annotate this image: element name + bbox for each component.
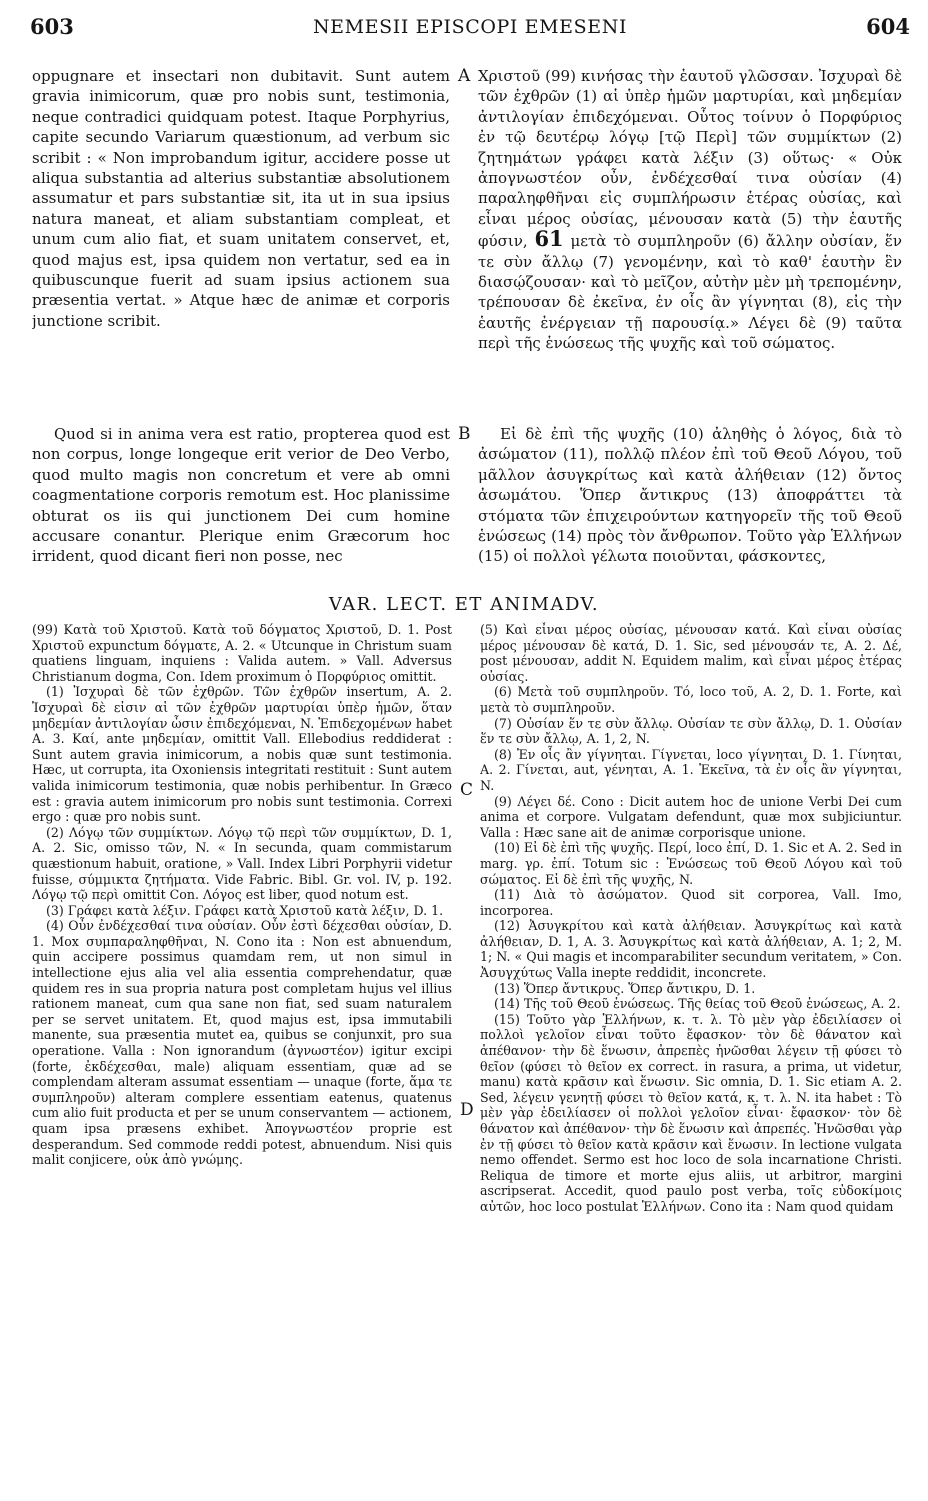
page-header — [30, 14, 910, 44]
latin-text-1: oppugnare et insectari non dubitavit. Sunt autem gravia inimicorum, quæ pro nobis sunt, testimonia, neque contradici quidquam potest. Itaque Porphyrius, capite secundo Variarum quæstionum, ad verbum sic scribit : « Non improbandum igitur, accidere posse ut aliqua substantia ad alterius substantiæ absolutionem assumatur et pars substantiæ sit, ita ut in sua ipsius natura maneat, et aliam substantiam compleat, et unum cum alio fiat, et suam unitatem conservet, et, quod majus est, ipsa quidem non vertatur, sed ea in quibuscunque fuerit ad suam ipsius actionem sua præsentia vertat. » Atque hæc de animæ et corporis junctione scribit. — [32, 67, 450, 330]
note-12: (12) Ἀσυγκρίτου καὶ κατὰ ἀλήθειαν. Ἀσυγκρίτως καὶ κατὰ ἀλήθειαν, D. 1, A. 3. Ἀσυγκρίτως καὶ κατὰ ἀλήθειαν, A. 1; 2, M. 1; N. « Qui magis et incomparabiliter secundum veritatem, » Con. Ἀσυγχύτως Valla inepte reddidit, inconcrete. — [480, 918, 902, 981]
notes-left-column — [32, 622, 452, 1168]
note-11: (11) Διὰ τὸ ἀσώματον. Quod sit corporea, Vall. Imo, incorporea. — [480, 887, 902, 918]
margin-marker-a: A — [458, 66, 471, 86]
page-number-right: 604 — [866, 14, 910, 39]
note-9: (9) Λέγει δέ. Cono : Dicit autem hoc de unione Verbi Dei cum anima et corpore. Vulgatam defendunt, quæ mox subjiciuntur. Valla : Hæc sane ait de animæ corporisque unione. — [480, 793, 902, 840]
notes-right-column — [480, 622, 902, 1215]
column-number-marker: 61 — [534, 226, 564, 252]
note-5: (5) Καὶ εἶναι μέρος οὐσίας, μένουσαν κατά. Καὶ εἶναι οὐσίας μέρος μένουσαν δὲ κατά, D. 1. Sic, sed μένουσάν τε, A. 2. Δέ, post μένουσαν, addit N. Equidem malim, καὶ εἶναι μέρος ἑτέρας οὐσίας. — [480, 622, 902, 684]
notes-heading: VAR. LECT. ET ANIMADV. — [328, 594, 600, 615]
greek-text-1 — [478, 66, 902, 354]
note-13: (13) Ὅπερ ἄντικρυς. Ὅπερ ἄντικρυ, D. 1. — [494, 980, 756, 996]
greek-paragraph-1 — [478, 66, 902, 354]
note-15: (15) Τοῦτο γὰρ Ἑλλήνων, κ. τ. λ. Τὸ μὲν γὰρ ἐδειλίασεν οἱ πολλοὶ γελοῖον εἶναι τοῦτο ἔφασκον· τὸν δὲ θάνατον καὶ ἀπέθανον· τὴν δὲ ἕνωσιν, ἀπρεπὲς ἠνῶσθαι λέγειν τῇ φύσει τὸ θεῖον (φύσει τὸ θεῖον ex correct. in rasura, a prima, ut videtur, manu) κατὰ κρᾶσιν καὶ ἕνωσιν. Sic omnia, D. 1. Sic etiam A. 2. Sed, λέγειν γενητῇ φύσει τὸ θεῖον κατά, κ. τ. λ. N. ita habet : Τὸ μὲν γὰρ ἐδειλίασεν οἱ πολλοὶ γελοῖον εἶναι· ἔφασκον· τὸν δὲ θάνατον καὶ ἀπέθανον· τὴν δὲ ἕνωσιν καὶ ἀπρεπές. Ἠνῶσθαι γὰρ ἐν τῇ φύσει τὸ θεῖον κατὰ κρᾶσιν καὶ ἕνωσιν. In lectione vulgata nemo offendet. Sermo est hoc loco de sola incarnatione Christi. Reliqua de timore et morte ejus aliis, ut arbitror, margini ascripserat. Accedit, quod paulo post verba, τοῖς εὐδοκίμοις αὐτῶν, hoc loco postulat Ἑλλήνων. Cono ita : Nam quod quidam — [480, 1011, 902, 1214]
note-99: (99) Κατὰ τοῦ Χριστοῦ. Κατὰ τοῦ δόγματος Χριστοῦ, D. 1. Post Χριστοῦ expunctum δόγματε, A. 2. « Utcunque in Christum suam quatiens linguam, inquiens : Valida autem. » Vall. Adversus Christianum dogma, Con. Idem proximum ὁ Πορφύριος omittit. — [32, 622, 452, 684]
greek-text-2: Εἰ δὲ ἐπὶ τῆς ψυχῆς (10) ἀληθὴς ὁ λόγος, διὰ τὸ ἀσώματον (11), πολλῷ πλέον ἐπὶ τοῦ Θεοῦ Λόγου, τοῦ μᾶλλον ἀσυγκρίτως καὶ κατὰ ἀλήθειαν (12) ὄντος ἀσωμάτου. Ὅπερ ἄντικρυς (13) ἀποφράττει τὰ στόματα τῶν ἐπιχειρούντων κατηγορεῖν τῆς τοῦ Θεοῦ ἑνώσεως (14) πρὸς τὸν ἄνθρωπον. Τοῦτο γὰρ Ἑλλήνων (15) οἱ πολλοὶ γέλωτα ποιοῦνται, φάσκοντες, — [478, 425, 902, 566]
greek-paragraph-2 — [478, 424, 902, 567]
latin-paragraph-1 — [32, 66, 450, 331]
note-4: (4) Οὖν ἐνδέχεσθαί τινα οὐσίαν. Οὖν ἐστὶ δέχεσθαι οὐσίαν, D. 1. Mox συμπαραληφθῆναι, N. Cono ita : Non est abnuendum, quin accipere possimus quamdam rem, ut non simul in intellectione ejus alia vel alia essentia comprehendatur, quæ quidem res in sua propria natura post completam hujus vel illius rationem maneat, cum qua sane non fiat, sed suam naturalem per se servet unitatem. Et, quod majus est, ipsa immutabili manente, sua præsentia mutet ea, quibus se conjunxit, pro sua operatione. Valla : Non ignorandum (ἀγνωστέον) igitur excipi (forte, ἐκδέχεσθαι, male) aliquam essentiam, quæ ad se complendam alteram assumat essentiam — unaque (forte, ἅμα τε συμπληροῦν) alteram complere essentiam eatenus, quatenus cum alio fuit producta et per se unum conservantem — actionem, quam ipsa præsens exhibet. Ἀπογνωστέον proprie est desperandum. Sed commode reddi potest, abnuendum. Nisi quis malit conjicere, οὐκ ἀπὸ γνώμης. — [32, 918, 452, 1168]
latin-paragraph-2 — [32, 424, 450, 567]
margin-marker-d: D — [460, 1100, 474, 1120]
note-8: (8) Ἐν οἷς ἂν γίγνηται. Γίγνεται, loco γίγνηται, D. 1. Γίνηται, A. 2. Γίνεται, aut, γένηται, A. 1. Ἐκεῖνα, τὰ ἐν οἷς ἂν γίγνηται, N. — [480, 746, 902, 793]
note-2: (2) Λόγῳ τῶν συμμίκτων. Λόγῳ τῷ περὶ τῶν συμμίκτων, D. 1, A. 2. Sic, omisso τῶν, N. « In secunda, quam commistarum quæstionum habuit, oratione, » Vall. Index Libri Porphyrii videtur fuisse, σύμμικτα ζητήματα. Vide Fabric. Bibl. Gr. vol. IV, p. 192. Λόγῳ τῷ περὶ omittit Con. Λόγος est liber, quod notum est. — [32, 824, 452, 903]
greek-text-1b: μετὰ τὸ συμπληροῦν (6) ἄλλην οὐσίαν, ἕν τε σὺν ἄλλῳ (7) γενομένην, καὶ τὸ καθ' ἑαυτὴν ἓν διασῴζουσαν· καὶ τὸ μεῖζον, αὐτὴν μὲν μὴ τρεπομένην, τρέπουσαν δὲ ἐκεῖνα, ἐν οἷς ἂν γίγνηται (8), εἰς τὴν ἑαυτῆς ἐνέργειαν τῇ παρουσίᾳ.» Λέγει δὲ (9) ταῦτα περὶ τῆς ἑνώσεως τῆς ψυχῆς καὶ τοῦ σώματος. — [478, 232, 902, 353]
note-6: (6) Μετὰ τοῦ συμπληροῦν. Τό, loco τοῦ, A. 2, D. 1. Forte, καὶ μετὰ τὸ συμπληροῦν. — [480, 684, 902, 715]
note-3: (3) Γράφει κατὰ λέξιν. Γράφει κατὰ Χριστοῦ κατὰ λέξιν, D. 1. — [46, 902, 444, 918]
page-number-left: 603 — [30, 14, 74, 39]
note-1: (1) Ἰσχυραὶ δὲ τῶν ἐχθρῶν. Τῶν ἐχθρῶν insertum, A. 2. Ἰσχυραὶ δὲ εἰσιν αἱ τῶν ἐχθρῶν μαρτυρίαι ὑπὲρ ἡμῶν, ὅταν μηδεμίαν ἀντιλογίαν ὦσιν ἐπιδεχόμεναι, N. Ἐπιδεχομένων habet A. 3. Καί, ante μηδεμίαν, omittit Vall. Ellebodius reddiderat : Sunt autem gravia inimicorum, a nobis quæ sunt testimonia. Hæc, ut corrupta, ita Oxoniensis integritati restituit : Sunt autem valida inimicorum testimonia, quæ nobis perhibentur. In Græco est : gravia autem inimicorum pro nobis sunt testimonia. Correxi ergo : quæ pro nobis sunt. — [32, 684, 452, 825]
latin-text-2: Quod si in anima vera est ratio, propterea quod est non corpus, longe longeque erit verior de Deo Verbo, quod multo magis non concretum et vere ab omni coagmentatione corporis remotum est. Hoc planissime obturat os iis qui junctionem Dei cum homine accusare conantur. Plerique enim Græcorum hoc irrident, quod dicant fieri non posse, nec — [32, 425, 450, 566]
margin-marker-b: B — [458, 424, 471, 444]
greek-text-1a: Χριστοῦ (99) κινήσας τὴν ἑαυτοῦ γλῶσσαν. Ἰσχυραὶ δὲ τῶν ἐχθρῶν (1) αἱ ὑπὲρ ἡμῶν μαρτυρίαι, καὶ μηδεμίαν ἀντιλογίαν ἐπιδεχόμεναι. Οὗτος τοίνυν ὁ Πορφύριος ἐν τῷ δευτέρῳ λόγῳ [τῷ Περὶ] τῶν συμμίκτων (2) ζητημάτων γράφει κατὰ λέξιν (3) οὕτως· « Οὐκ ἀπογνωστέον οὖν, ἐνδέχεσθαί τινα οὐσίαν (4) παραληφθῆναι εἰς συμπλήρωσιν ἑτέρας οὐσίας, καὶ εἶναι μέρος οὐσίας, μένουσαν κατὰ (5) τὴν ἑαυτῆς φύσιν, — [478, 67, 902, 251]
note-14: (14) Τῆς τοῦ Θεοῦ ἑνώσεως. Τῆς θείας τοῦ Θεοῦ ἑνώσεως, A. 2. — [494, 996, 901, 1012]
running-title: NEMESII EPISCOPI EMESENI — [312, 16, 628, 38]
note-10: (10) Εἰ δὲ ἐπὶ τῆς ψυχῆς. Περί, loco ἐπί, D. 1. Sic et A. 2. Sed in marg. γρ. ἐπί. Totum sic : Ἑνώσεως τοῦ Θεοῦ Λόγου καὶ τοῦ σώματος. Εἰ δὲ ἐπὶ τῆς ψυχῆς, N. — [480, 840, 902, 887]
note-7: (7) Οὐσίαν ἕν τε σὺν ἄλλῳ. Οὐσίαν τε σὺν ἄλλῳ, D. 1. Οὐσίαν ἕν τε σὺν ἄλλῳ, A. 1, 2, N. — [480, 715, 902, 747]
margin-marker-c: C — [460, 780, 474, 800]
